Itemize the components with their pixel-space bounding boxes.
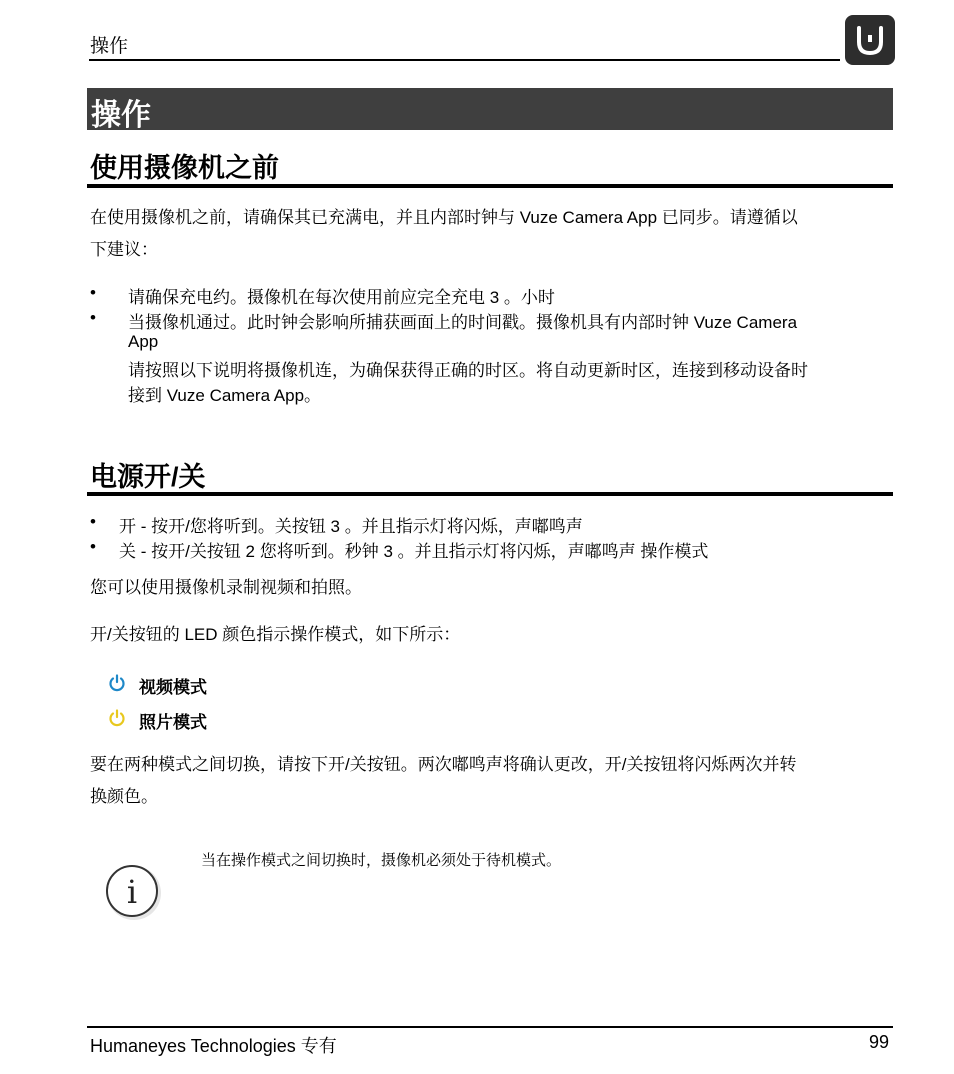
list-item-continuation: 请按照以下说明将摄像机连，为确保获得正确的时区。将自动更新时区，连接到移动设备时 xyxy=(128,361,808,380)
vuze-logo xyxy=(845,15,895,65)
power-icon xyxy=(108,674,126,692)
list-item xyxy=(90,283,890,308)
chapter-title: 操作 xyxy=(91,99,151,132)
footer-company: Humaneyes Technologies 专有 xyxy=(90,1036,337,1056)
bullet-dot: • xyxy=(90,537,96,556)
list-item-text: 当摄像机通过。此时钟会影响所捕获画面上的时间戳。摄像机具有内部时钟 Vuze Camera xyxy=(128,313,798,332)
section-rule xyxy=(87,492,893,496)
intro-line: 下建议： xyxy=(90,240,158,259)
bullet-dot: • xyxy=(90,512,96,531)
bullet-list xyxy=(90,512,890,562)
chapter-banner xyxy=(87,88,893,130)
paragraph: 您可以使用摄像机录制视频和拍照。 xyxy=(90,578,362,597)
list-item xyxy=(90,537,890,562)
bullet-dot: • xyxy=(90,308,96,327)
running-header: 操作 xyxy=(90,36,129,57)
footer-rule xyxy=(87,1026,893,1028)
list-item-continuation: App xyxy=(128,332,159,351)
logo-mark-icon xyxy=(845,15,895,65)
bullet-dot: • xyxy=(90,283,96,302)
list-item xyxy=(90,512,890,537)
section-rule xyxy=(87,184,893,188)
mode-label: 照片模式 xyxy=(139,713,207,732)
section-heading-power: 电源开/关 xyxy=(90,462,206,492)
switch-paragraph xyxy=(90,749,796,813)
list-item xyxy=(90,308,890,332)
info-icon xyxy=(103,861,161,926)
intro-line: 在使用摄像机之前，请确保其已充满电，并且内部时钟与 Vuze Camera App 已同步。请遵循以 xyxy=(90,208,798,227)
mode-label: 视频模式 xyxy=(139,678,207,697)
power-icon xyxy=(108,709,126,727)
list-item-text: 关 - 按开/关按钮 2 您将听到。秒钟 3 。并且指示灯将闪烁，声嘟鸣声 操作模式 xyxy=(119,542,709,561)
list-item-text: 请确保充电约。摄像机在每次使用前应完全充电 3 。小时 xyxy=(128,288,555,307)
paragraph-line: 换颜色。 xyxy=(90,787,158,806)
list-item-text: 开 - 按开/您将听到。关按钮 3 。并且指示灯将闪烁，声嘟鸣声 xyxy=(119,517,583,536)
note-text: 当在操作模式之间切换时，摄像机必须处于待机模式。 xyxy=(201,852,562,869)
paragraph-line: 要在两种模式之间切换，请按下开/关按钮。两次嘟鸣声将确认更改，开/关按钮将闪烁两次并转 xyxy=(90,755,797,774)
bullet-list xyxy=(90,283,890,406)
paragraph: 开/关按钮的 LED 颜色指示操作模式，如下所示： xyxy=(90,625,461,644)
svg-text:i: i xyxy=(126,873,138,911)
page-number: 99 xyxy=(869,1032,890,1052)
intro-paragraph xyxy=(90,202,798,266)
header-rule xyxy=(89,59,840,61)
section-heading-before-use: 使用摄像机之前 xyxy=(90,153,279,183)
list-item-continuation: 接到 Vuze Camera App。 xyxy=(128,386,322,405)
